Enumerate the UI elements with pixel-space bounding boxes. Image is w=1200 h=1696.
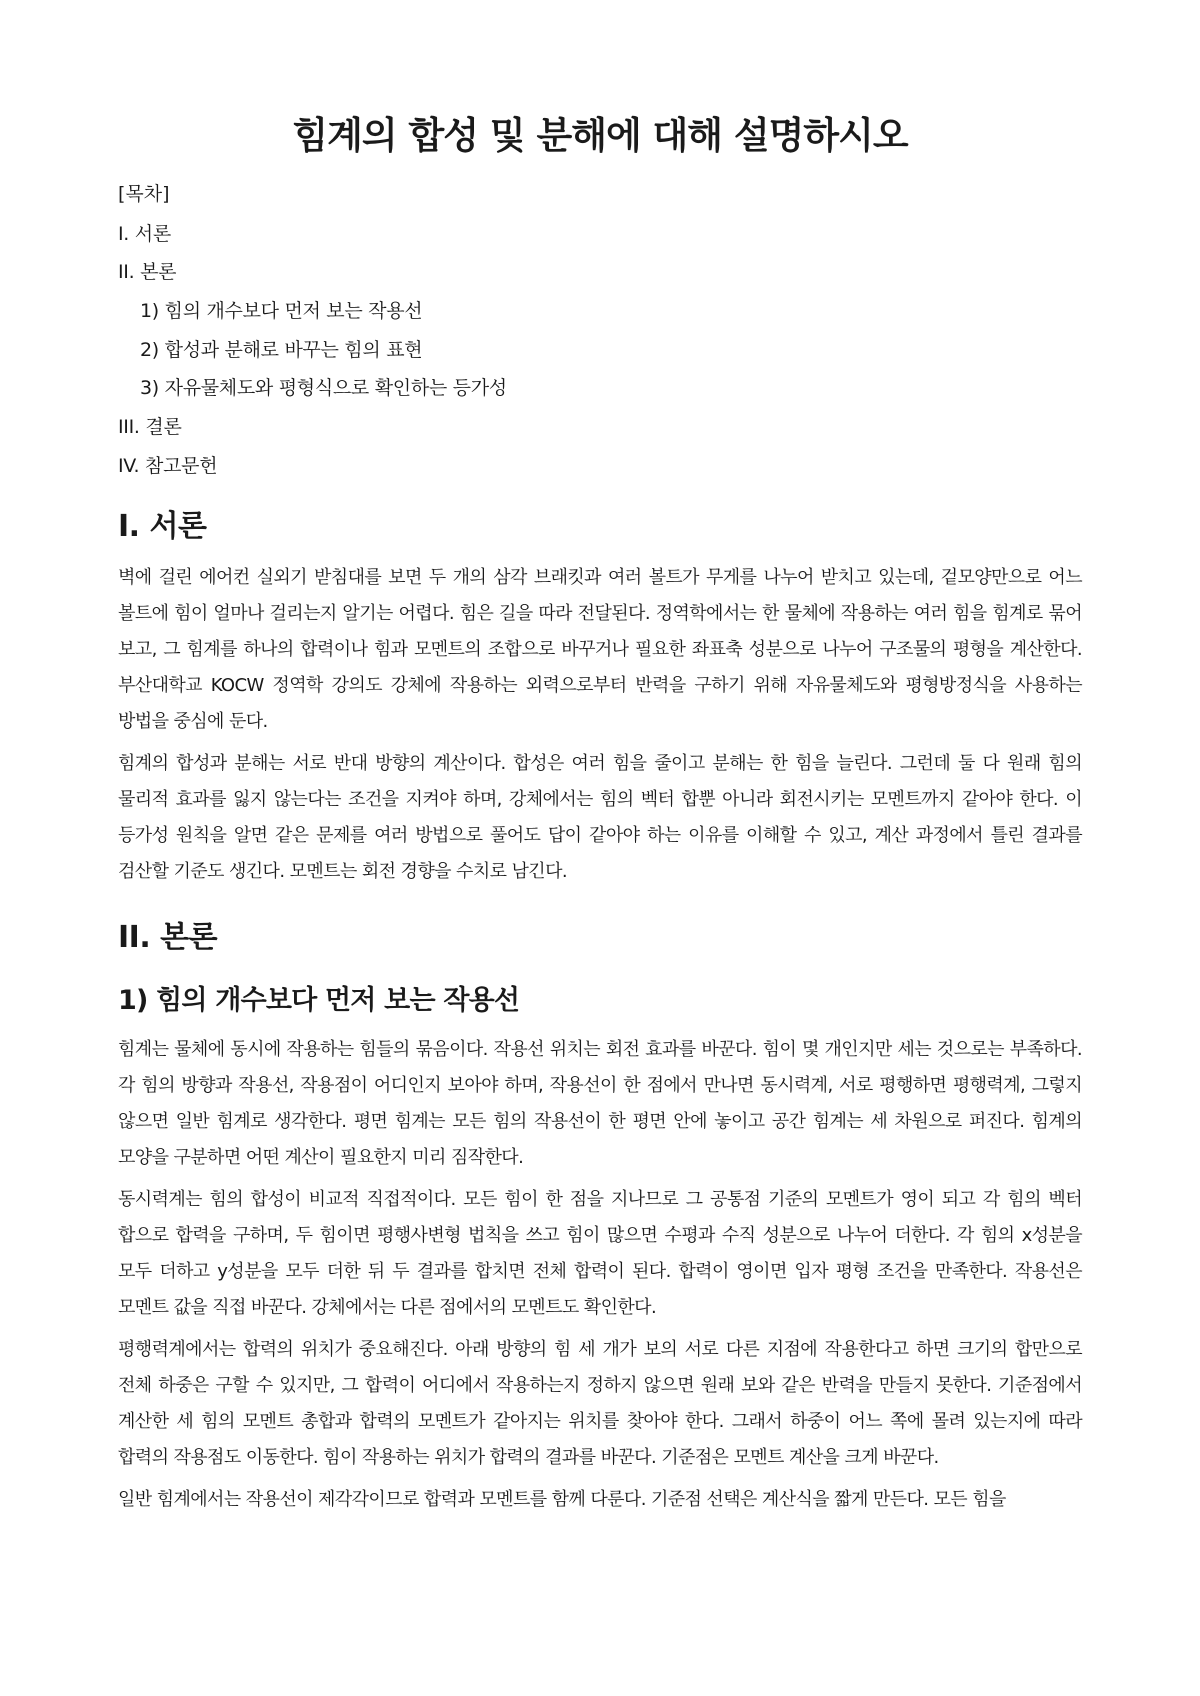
body-paragraph-4: 일반 힘계에서는 작용선이 제각각이므로 합력과 모멘트를 함께 다룬다. 기준점 선택은 계산식을 짧게 만든다. 모든 힘을	[118, 1489, 1006, 1511]
toc-item-body-1: 1) 힘의 개수보다 먼저 보는 작용선	[140, 300, 423, 323]
toc-heading: [목차]	[118, 183, 170, 206]
toc-item-body-3: 3) 자유물체도와 평형식으로 확인하는 등가성	[140, 377, 507, 400]
intro-paragraph-2: 힘계의 합성과 분해는 서로 반대 방향의 계산이다. 합성은 여러 힘을 줄이고 분해는 한 힘을 늘린다. 그런데 둘 다 원래 힘의 물리적 효과를 잃지 않는다는 조건을 지켜야 하며, 강체에서는 힘의 벡터 합뿐 아니라 회전시키는 모멘트까지 같아야 한다. 이 등가성 원칙을 알면 같은 문제를 여러 방법으로 풀어도 답이 같아야 하는 이유를 이해할 수 있고, 계산 과정에서 틀린 결과를 검산할 기준도 생긴다. 모멘트는 회전 경향을 수치로 남긴다.	[118, 753, 1082, 883]
subsection-heading-1: 1) 힘의 개수보다 먼저 보는 작용선	[118, 985, 520, 1017]
body-paragraph-2: 동시력계는 힘의 합성이 비교적 직접적이다. 모든 힘이 한 점을 지나므로 그 공통점 기준의 모멘트가 영이 되고 각 힘의 벡터 합으로 합력을 구하며, 두 힘이면 평행사변형 법칙을 쓰고 힘이 많으면 수평과 수직 성분으로 나누어 더한다. 각 힘의 x성분을 모두 더하고 y성분을 모두 더한 뒤 두 결과를 합치면 전체 합력이 된다. 합력이 영이면 입자 평형 조건을 만족한다. 작용선은 모멘트 값을 직접 바꾼다. 강체에서는 다른 점에서의 모멘트도 확인한다.	[118, 1189, 1082, 1319]
intro-paragraph-1: 벽에 걸린 에어컨 실외기 받침대를 보면 두 개의 삼각 브래킷과 여러 볼트가 무게를 나누어 받치고 있는데, 겉모양만으로 어느 볼트에 힘이 얼마나 걸리는지 알기는 어렵다. 힘은 길을 따라 전달된다. 정역학에서는 한 물체에 작용하는 여러 힘을 힘계로 묶어 보고, 그 힘계를 하나의 합력이나 힘과 모멘트의 조합으로 바꾸거나 필요한 좌표축 성분으로 나누어 구조물의 평형을 계산한다. 부산대학교 KOCW 정역학 강의도 강체에 작용하는 외력으로부터 반력을 구하기 위해 자유물체도와 평형방정식을 사용하는 방법을 중심에 둔다.	[118, 567, 1082, 733]
toc-item-body: II. 본론	[118, 261, 177, 284]
toc-item-conclusion: III. 결론	[118, 415, 182, 438]
document-title: 힘계의 합성 및 분해에 대해 설명하시오	[292, 114, 908, 157]
body-paragraph-1: 힘계는 물체에 동시에 작용하는 힘들의 묶음이다. 작용선 위치는 회전 효과를 바꾼다. 힘이 몇 개인지만 세는 것으로는 부족하다. 각 힘의 방향과 작용선, 작용점이 어디인지 보아야 하며, 작용선이 한 점에서 만나면 동시력계, 서로 평행하면 평행력계, 그렇지 않으면 일반 힘계로 생각한다. 평면 힘계는 모든 힘의 작용선이 한 평면 안에 놓이고 공간 힘계는 세 차원으로 퍼진다. 힘계의 모양을 구분하면 어떤 계산이 필요한지 미리 짐작한다.	[118, 1039, 1082, 1169]
toc-item-references: IV. 참고문헌	[118, 454, 218, 477]
section-heading-introduction: I. 서론	[118, 509, 207, 545]
body-paragraph-3: 평행력계에서는 합력의 위치가 중요해진다. 아래 방향의 힘 세 개가 보의 서로 다른 지점에 작용한다고 하면 크기의 합만으로 전체 하중은 구할 수 있지만, 그 합력이 어디에서 작용하는지 정하지 않으면 원래 보와 같은 반력을 만들지 못한다. 기준점에서 계산한 세 힘의 모멘트 총합과 합력의 모멘트가 같아지는 위치를 찾아야 한다. 그래서 하중이 어느 쪽에 몰려 있는지에 따라 합력의 작용점도 이동한다. 힘이 작용하는 위치가 합력의 결과를 바꾼다. 기준점은 모멘트 계산을 크게 바꾼다.	[118, 1339, 1082, 1469]
toc-item-body-2: 2) 합성과 분해로 바꾸는 힘의 표현	[140, 338, 423, 361]
toc-item-introduction: I. 서론	[118, 222, 171, 245]
section-heading-body: II. 본론	[118, 920, 218, 956]
table-of-contents	[118, 222, 1082, 479]
